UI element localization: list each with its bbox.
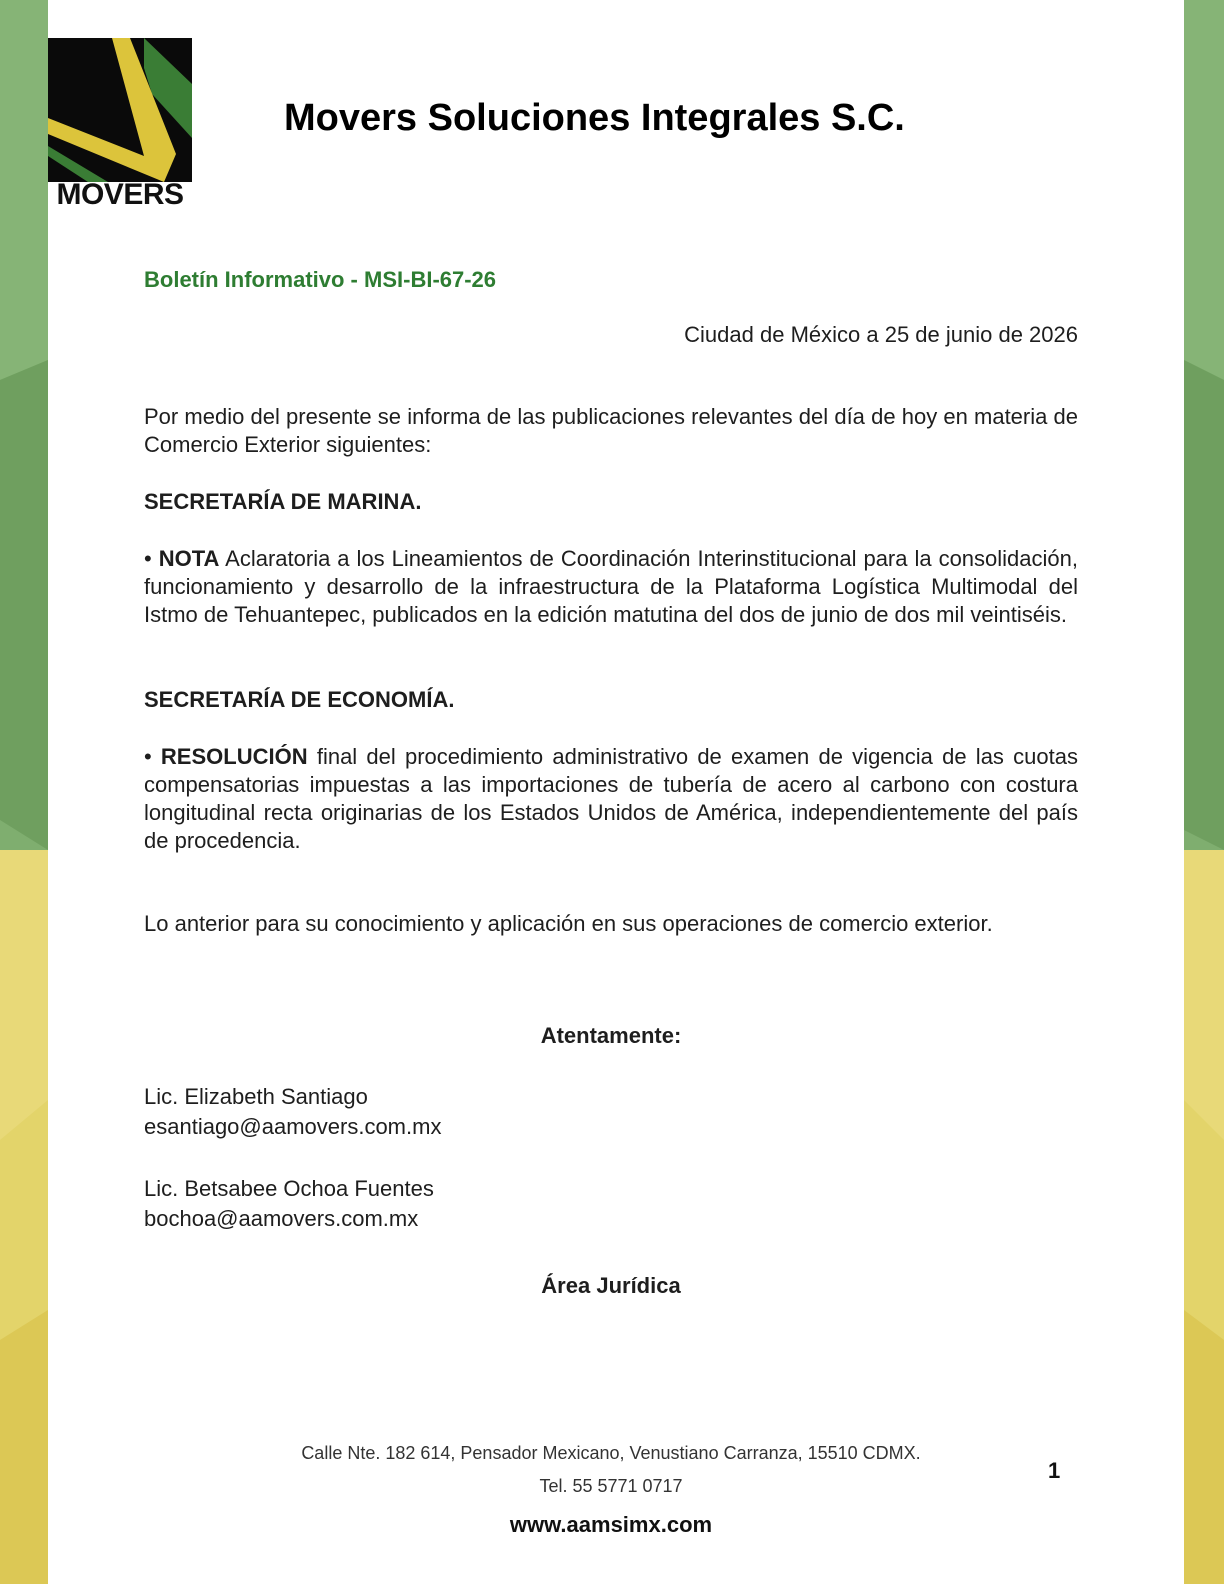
- bulletin-title: Boletín Informativo - MSI-BI-67-26: [144, 267, 497, 292]
- section-heading-economia: SECRETARÍA DE ECONOMÍA.: [144, 687, 455, 712]
- signer-block-2: [144, 1174, 1078, 1234]
- intro-paragraph: Por medio del presente se informa de las publicaciones relevantes del día de hoy en materia de Comercio Exterior siguientes:: [144, 404, 1078, 457]
- left-decorative-band: [0, 0, 48, 1584]
- footer-website: www.aamsimx.com: [509, 1512, 713, 1537]
- signer-name: Lic. Betsabee Ochoa Fuentes: [144, 1176, 434, 1201]
- place-date: Ciudad de México a 25 de junio de 2026: [684, 322, 1078, 347]
- section-item-marina: [144, 545, 1078, 629]
- item-text: Aclaratoria a los Lineamientos de Coordinación Interinstitucional para la consolidación, funcionamiento y desarrollo de la infraestructura de la Plataforma Logística Multimodal del Istmo de Tehuantepec, publicados en la edición matutina del dos de junio de dos mil veintiséis.: [144, 546, 1078, 627]
- logo-mark-icon: [48, 38, 192, 182]
- item-keyword: RESOLUCIÓN: [160, 744, 308, 769]
- bullet: •: [144, 744, 152, 769]
- company-name: Movers Soluciones Integrales S.C.: [284, 97, 905, 139]
- footer-phone: Tel. 55 5771 0717: [539, 1476, 683, 1496]
- item-text: final del procedimiento administrativo de examen de vigencia de las cuotas compensatorias impuestas a las importaciones de tubería de acero al carbono con costura longitudinal recta originarias de los Estados Unidos de América, independientemente del país de procedencia.: [144, 744, 1078, 853]
- item-keyword: NOTA: [158, 546, 220, 571]
- logo-wordmark: MOVERS: [56, 178, 184, 211]
- sign-off: Atentamente:: [540, 1023, 682, 1048]
- movers-logo: [48, 38, 192, 210]
- bullet: •: [144, 546, 152, 571]
- signer-name: Lic. Elizabeth Santiago: [144, 1084, 368, 1109]
- section-item-economia: [144, 743, 1078, 855]
- right-decorative-band: [1184, 0, 1224, 1584]
- closing-paragraph: Lo anterior para su conocimiento y aplicación en sus operaciones de comercio exterior.: [144, 911, 993, 936]
- footer-address: Calle Nte. 182 614, Pensador Mexicano, Venustiano Carranza, 15510 CDMX.: [301, 1443, 921, 1463]
- signer-email: esantiago@aamovers.com.mx: [144, 1114, 442, 1139]
- signer-block-1: [144, 1082, 1078, 1142]
- signer-email: bochoa@aamovers.com.mx: [144, 1206, 419, 1231]
- document-page: [48, 0, 1184, 1584]
- section-heading-marina: SECRETARÍA DE MARINA.: [144, 489, 422, 514]
- department: Área Jurídica: [541, 1273, 681, 1298]
- page-number: 1: [1048, 1458, 1061, 1483]
